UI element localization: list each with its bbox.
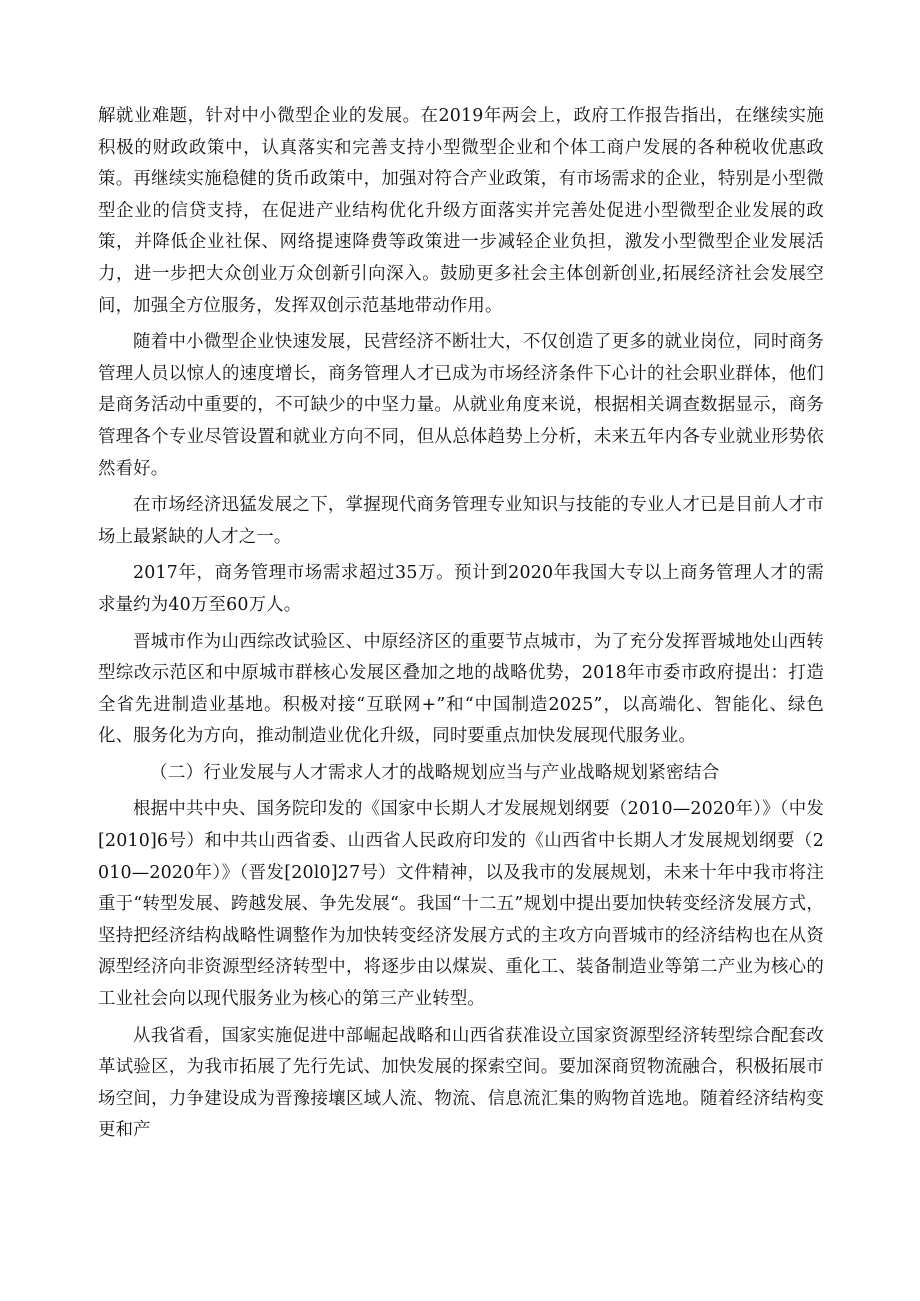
paragraph-province-outlook: 从我省看，国家实施促进中部崛起战略和山西省获准设立国家资源型经济转型综合配套改革试验区，为我市拓展了先行先试、加快发展的探索空间。要加深商贸物流融合，积极拓展市场空间，力争建设成为晋豫接壤区域人流、物流、信息流汇集的购物首选地。随着经济结构变更和产 bbox=[98, 1025, 824, 1141]
paragraph-market-demand: 2017年，商务管理市场需求超过35万。预计到2020年我国大专以上商务管理人才的需求量约为40万至60万人。 bbox=[98, 563, 824, 615]
section-heading: （二）行业发展与人才需求人才的战略规划应当与产业战略规划紧密结合 bbox=[150, 762, 720, 783]
document-body bbox=[98, 101, 824, 1152]
paragraph-jincheng-strategy: 晋城市作为山西综改试验区、中原经济区的重要节点城市，为了充分发挥晋城地处山西转型综改示范区和中原城市群核心发展区叠加之地的战略优势，2018年市委市政府提出：打造全省先进制造业基地。积极对接“互联网+”和“中国制造2025”，以高端化、智能化、绿色化、服务化为方向，推动制造业优化升级，同时要重点加快发展现代服务业。 bbox=[98, 631, 824, 747]
paragraph-employment-trends: 随着中小微型企业快速发展，民营经济不断壮大，不仅创造了更多的就业岗位，同时商务管理人员以惊人的速度增长，商务管理人才已成为市场经济条件下心计的社会职业群体，他们是商务活动中重要的，不可缺少的中坚力量。从就业角度来说，根据相关调查数据显示，商务管理各个专业尽管设置和就业方向不同，但从总体趋势上分析，未来五年内各专业就业形势依然看好。 bbox=[98, 332, 824, 479]
paragraph-talent-plan: 根据中共中央、国务院印发的《国家中长期人才发展规划纲要（2010—2020年）》（中发[2010]6号）和中共山西省委、山西省人民政府印发的《山西省中长期人才发展规划纲要（2010—2020年）》（晋发[20l0]27号）文件精神，以及我市的发展规划，未来十年中我市将注重于“转型发展、跨越发展、争先发展“。我国“十二五”规划中提出要加快转变经济发展方式，坚持把经济结构战略性调整作为加快转变经济发展方式的主攻方向晋城市的经济结构也在从资源型经济向非资源型经济转型中，将逐步由以煤炭、重化工、装备制造业等第二产业为核心的工业社会向以现代服务业为核心的第三产业转型。 bbox=[98, 799, 824, 1010]
paragraph-continuation: 解就业难题，针对中小微型企业的发展。在2019年两会上，政府工作报告指出，在继续实施积极的财政政策中，认真落实和完善支持小型微型企业和个体工商户发展的各种税收优惠政策。再继续实施稳健的货币政策中，加强对符合产业政策，有市场需求的企业，特别是小型微型企业的信贷支持，在促进产业结构优化升级方面落实并完善处促进小型微型企业发展的政策，并降低企业社保、网络提速降费等政策进一步减轻企业负担，激发小型微型企业发展活力，进一步把大众创业万众创新引向深入。鼓励更多社会主体创新创业,拓展经济社会发展空间，加强全方位服务，发挥双创示范基地带动作用。 bbox=[98, 106, 824, 316]
paragraph-talent-shortage: 在市场经济迅猛发展之下，掌握现代商务管理专业知识与技能的专业人才已是目前人才市场上最紧缺的人才之一。 bbox=[98, 495, 824, 547]
